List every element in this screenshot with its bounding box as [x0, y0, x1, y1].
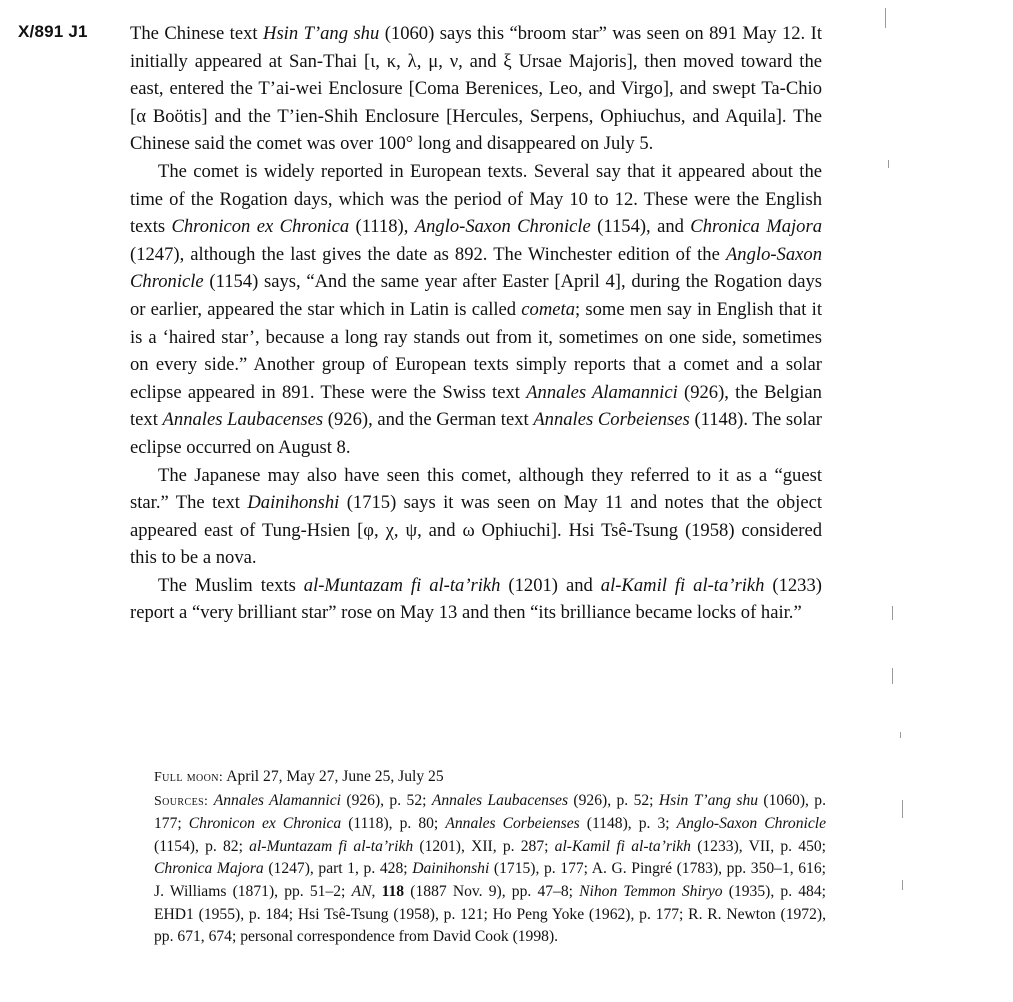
notes-block: [154, 766, 826, 949]
margin-mark: [892, 668, 893, 684]
scan-margin-marks: [880, 0, 910, 1002]
full-moon-line: [154, 766, 826, 790]
paragraph-chinese: The Chinese text Hsin T’ang shu (1060) says this “broom star” was seen on 891 May 12. It initially appeared at San-Thai [ι, κ, λ, μ, ν, and ξ Ursae Majoris], then moved toward the east, entered the T’ai-wei Enclosure [Coma Berenices, Leo, and Virgo], and swept Ta-Chio [α Boötis] and the T’ien-Shih Enclosure [Hercules, Serpens, Ophiuchus, and Aquila]. The Chinese said the comet was over 100° long and disappeared on July 5.: [130, 23, 823, 155]
margin-mark: [888, 160, 889, 168]
paragraph-japanese: The Japanese may also have seen this comet, although they referred to it as a “guest star.” The text Dainihonshi (1715) says it was seen on May 11 and notes that the object appeared east of Tung-Hsien [φ, χ, ψ, and ω Ophiuchi]. Hsi Tsê-Tsung (1958) considered this to be a nova.: [130, 464, 822, 569]
paragraph-muslim: The Muslim texts al-Muntazam fi al-ta’rikh (1201) and al-Kamil fi al-ta’rikh (1233) report a “very brilliant star” rose on May 13 and then “its brilliance became locks of hair.”: [130, 574, 822, 624]
sources-list: Annales Alamannici (926), p. 52; Annales Laubacenses (926), p. 52; Hsin T’ang shu (1060), p. 177; Chronicon ex Chronica (1118), p. 80; Annales Corbeienses (1148), p. 3; Anglo-Saxon Chronicle (1154), p. 82; al-Muntazam fi al-ta’rikh (1201), XII, p. 287; al-Kamil fi al-ta’rikh (1233), VII, p. 450; Chronica Majora (1247), part 1, p. 428; Dainihonshi (1715), p. 177; A. G. Pingré (1783), pp. 350–1, 616; J. Williams (1871), pp. 51–2; AN, 118 (1887 Nov. 9), pp. 47–8; Nihon Temmon Shiryo (1935), p. 484; EHD1 (1955), p. 184; Hsi Tsê-Tsung (1958), p. 121; Ho Peng Yoke (1962), p. 177; R. R. Newton (1972), pp. 671, 674; personal correspondence from David Cook (1998).: [154, 791, 827, 946]
full-moon-dates: April 27, May 27, June 25, July 25: [226, 768, 444, 785]
paragraph-european: The comet is widely reported in European texts. Several say that it appeared about the time of the Rogation days, which was the period of May 10 to 12. These were the English texts Chronicon ex Chronica (1118), Anglo-Saxon Chronicle (1154), and Chronica Majora (1247), although the last gives the date as 892. The Winchester edition of the Anglo-Saxon Chronicle (1154) says, “And the same year after Easter [April 4], during the Rogation days or earlier, appeared the star which in Latin is called cometa; some men say in English that it is a ‘haired star’, because a long ray stands out from it, sometimes on one side, sometimes on every side.” Another group of European texts simply reports that a comet and a solar eclipse appeared in 891. These were the Swiss text Annales Alamannici (926), the Belgian text Annales Laubacenses (926), and the German text Annales Corbeienses (1148). The solar eclipse occurred on August 8.: [130, 160, 822, 458]
full-moon-label: Full moon:: [154, 770, 224, 785]
margin-mark: [885, 8, 886, 28]
sources-line: [154, 790, 826, 949]
margin-mark: [902, 880, 903, 890]
margin-mark: [902, 800, 903, 818]
entry-id: X/891 J1: [18, 22, 88, 41]
margin-mark: [900, 732, 901, 738]
margin-mark: [892, 606, 893, 620]
sources-label: Sources:: [154, 793, 209, 809]
body-text: [130, 20, 822, 627]
